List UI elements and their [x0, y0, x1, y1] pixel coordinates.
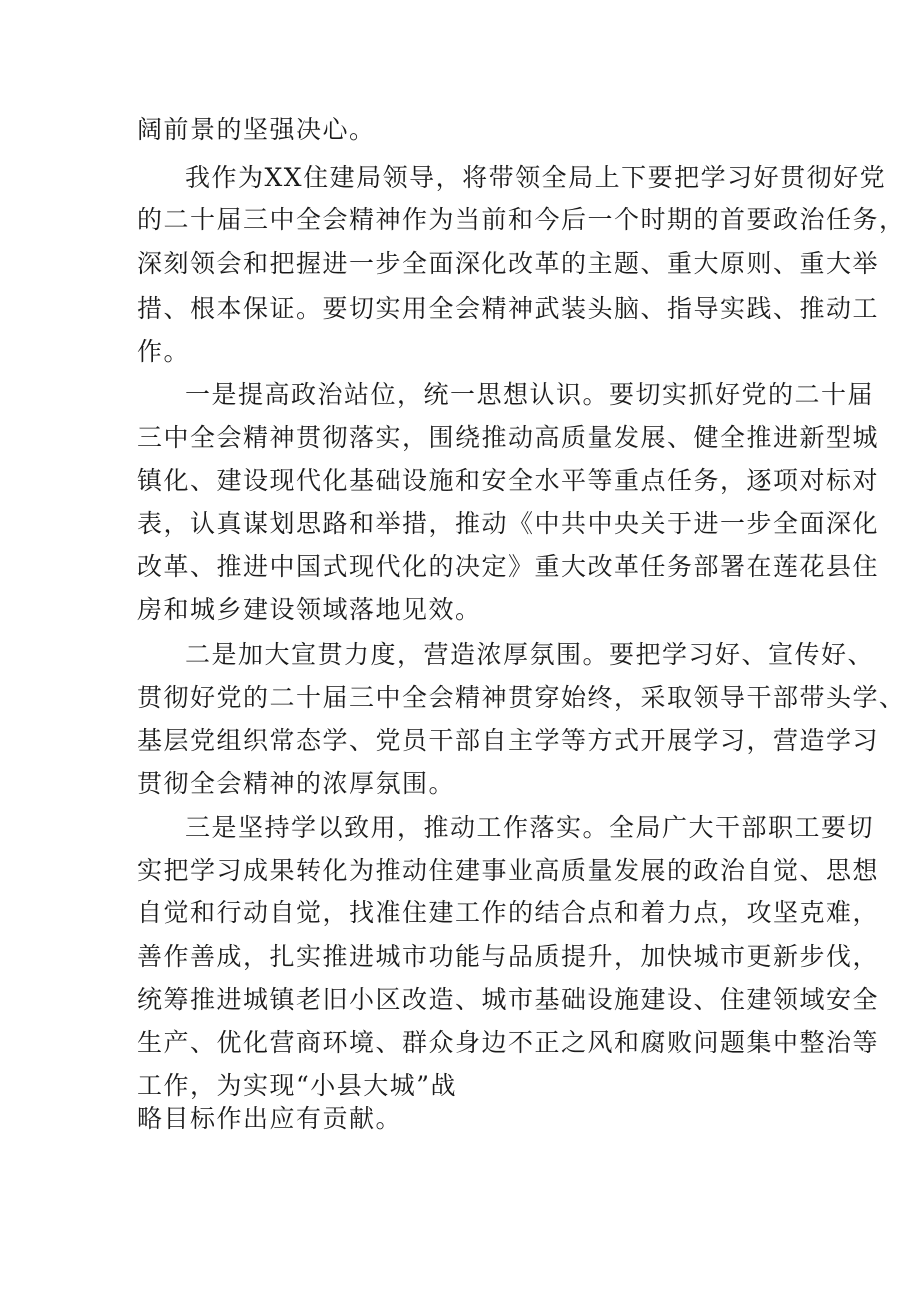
text-line: 的二十届三中全会精神作为当前和今后一个时期的首要政治任务，	[137, 205, 906, 234]
text-line: 房和城乡建设领域落地见效。	[137, 595, 482, 624]
text-line: 镇化、建设现代化基础设施和安全水平等重点任务，逐项对标对	[137, 466, 880, 495]
text-line: 自觉和行动自觉，找准住建工作的结合点和着力点，攻坚克难，	[137, 898, 880, 927]
text-line: 措、根本保证。要切实用全会精神武装头脑、指导实践、推动工	[137, 294, 880, 323]
text-line: 改革、推进中国式现代化的决定》重大改革任务部署在莲花县住	[137, 552, 880, 581]
text-line: 我作为XX住建局领导，将带领全局上下要把学习好贯彻好党	[185, 163, 887, 192]
text-line: 三中全会精神贯彻落实，围绕推动高质量发展、健全推进新型城	[137, 423, 880, 452]
text-line: 表，认真谋划思路和举措，推动《中共中央关于进一步全面深化	[137, 509, 880, 538]
text-line: 贯彻好党的二十届三中全会精神贯穿始终，采取领导干部带头学、	[137, 683, 906, 712]
text-line: 实把学习成果转化为推动住建事业高质量发展的政治自觉、思想	[137, 856, 880, 885]
text-line: 一是提高政治站位，统一思想认识。要切实抓好党的二十届	[185, 380, 875, 409]
text-line: 阔前景的坚强决心。	[137, 115, 376, 144]
text-line: 基层党组织常态学、党员干部自主学等方式开展学习，营造学习	[137, 726, 880, 755]
text-line: 二是加大宣贯力度，营造浓厚氛围。要把学习好、宣传好、	[185, 640, 875, 669]
text-line: 三是坚持学以致用，推动工作落实。全局广大干部职工要切	[185, 813, 875, 842]
text-line: 善作善成，扎实推进城市功能与品质提升，加快城市更新步伐，	[137, 942, 880, 971]
text-line: 贯彻全会精神的浓厚氛围。	[137, 769, 456, 798]
text-line: 深刻领会和把握进一步全面深化改革的主题、重大原则、重大举	[137, 249, 880, 278]
text-line: 统筹推进城镇老旧小区改造、城市基础设施建设、住建领域安全	[137, 985, 880, 1014]
text-line: 略目标作出应有贡献。	[137, 1104, 403, 1133]
text-line: 作。	[137, 337, 191, 366]
text-line: 工作，为实现“小县大城”战	[137, 1071, 458, 1100]
text-line: 生产、优化营商环境、群众身边不正之风和腐败问题集中整治等	[137, 1028, 880, 1057]
